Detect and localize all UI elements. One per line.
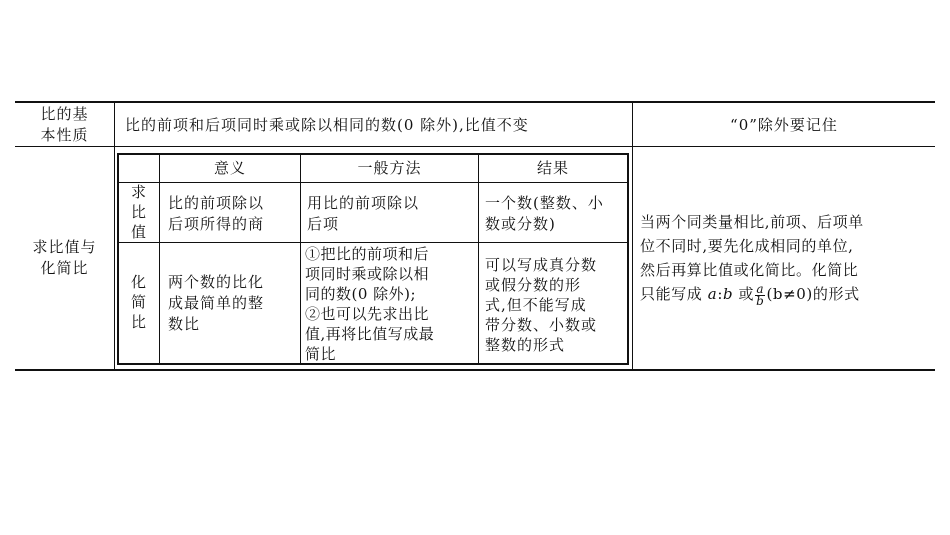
cell-line: ①把比的前项和后 [305,245,430,263]
header-method: 一般方法 [357,159,422,177]
fraction [755,281,765,308]
cell-line: 成最简单的整 [168,294,265,312]
term-line: 本性质 [40,126,89,144]
cell-line: 一个数(整数、小 [485,194,604,212]
term-line: 求比值与 [32,238,97,256]
cell-result [485,193,604,235]
label-char: 值 [130,223,147,241]
cell-line: 简比 [305,345,337,363]
note-line: 当两个同类量相比,前项、后项单 [640,213,864,231]
col-divider-2 [632,101,633,371]
label-char: 比 [130,313,147,331]
row-label [119,272,159,332]
table-bottom-border [15,369,935,371]
fraction-numerator: a [756,281,765,296]
row-label [119,182,159,242]
header-result: 结果 [536,159,569,177]
cell-line: 数或分数) [485,215,556,233]
cell-line: 项同时乘或除以相 [305,265,430,283]
label-char: 简 [130,293,147,311]
inner-header-divider [117,182,629,183]
cell-line: 比的前项除以 [168,194,265,212]
note-text: 或 [733,285,755,303]
cell-line: 值,再将比值写成最 [305,325,435,343]
note-line: 然后再算比值或化简比。化简比 [640,261,859,279]
cell-line: 后项 [307,215,340,233]
note-text: 只能写成 [640,285,708,303]
cell-line: 后项所得的商 [168,215,265,233]
cell-line: 或假分数的形 [485,276,582,294]
col-divider-1 [114,101,115,371]
note-cell: “0”除外要记住 [730,116,838,134]
inner-col-divider [159,153,160,365]
ratio-colon: : [717,285,723,303]
condition: (b≠0) [766,285,813,303]
label-char: 化 [130,273,147,291]
note-line: 位不同时,要先化成相同的单位, [640,237,854,255]
fraction-denominator: b [756,293,765,308]
term-cell [15,104,114,146]
label-char: 求 [130,183,147,201]
term-cell [15,237,114,279]
cell-meaning [168,193,264,235]
cell-line: 用比的前项除以 [307,194,420,212]
ratio-antecedent: a [707,285,718,303]
row-divider [15,146,935,147]
cell-line: 整数的形式 [485,336,566,354]
cell-result [485,255,597,355]
cell-method [305,244,434,364]
cell-method [307,193,419,235]
term-line: 比的基 [40,105,89,123]
table-top-border [15,101,935,103]
inner-col-divider [478,153,479,365]
cell-line: 带分数、小数或 [485,316,598,334]
cell-line: 数比 [168,315,201,333]
cell-line: 两个数的比化 [168,273,265,291]
note-text: 的形式 [812,285,860,303]
inner-col-divider [300,153,301,365]
label-char: 比 [130,203,147,221]
note-line-formula [640,282,864,307]
cell-line: ②也可以先求出比 [305,305,430,323]
cell-line: 可以写成真分数 [485,256,598,274]
cell-meaning [168,272,264,335]
ratio-consequent: b [722,285,734,303]
cell-line: 式,但不能写成 [485,296,587,314]
inner-row-divider [117,242,629,243]
header-meaning: 意义 [213,159,246,177]
term-line: 化简比 [40,259,89,277]
cell-line: 同的数(0 除外); [305,285,417,303]
content-cell: 比的前项和后项同时乘或除以相同的数(0 除外),比值不变 [125,116,529,134]
note-cell [640,210,864,307]
